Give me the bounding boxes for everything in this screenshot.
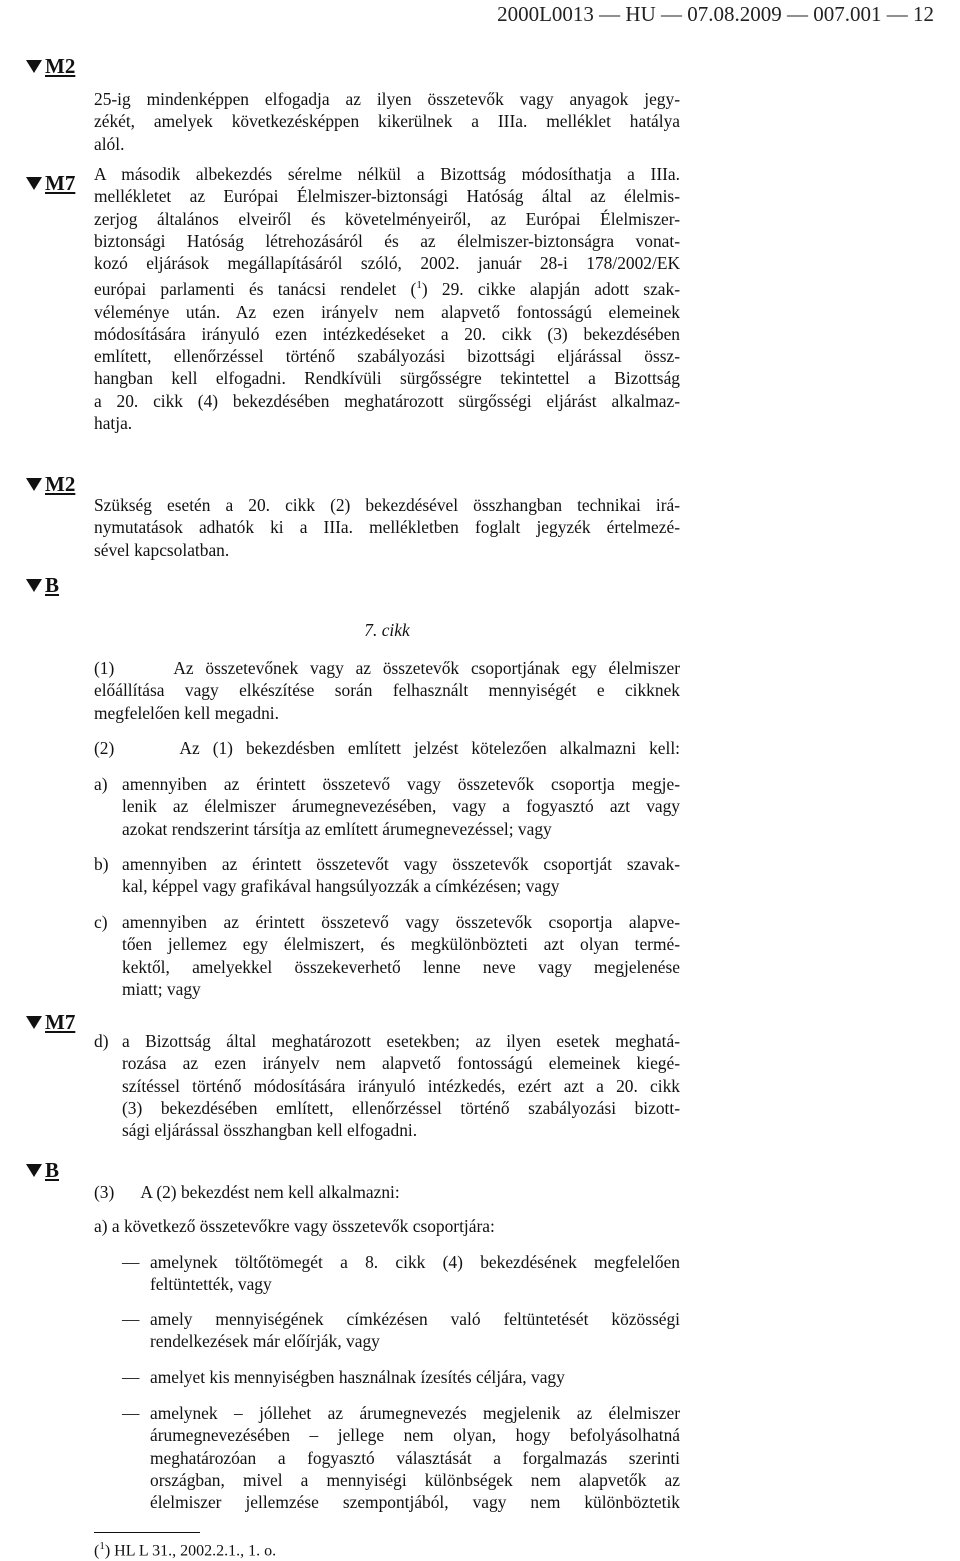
text-line: biztonsági Hatóság létrehozásáról és az élelmiszer-biztonságra vonat- [94, 230, 680, 251]
text-line: nymutatások adhatók ki a IIIa. mellékletben foglalt jegyzék értelmezé- [94, 517, 680, 538]
list-text [150, 1366, 680, 1388]
list-label: b) [94, 854, 109, 874]
text-line: rozása az ezen irányelv nem alapvető fontosságú elemeinek kiegé- [122, 1053, 680, 1074]
text-line: a Bizottság által meghatározott esetekben; az ilyen esetek meghatá- [122, 1031, 680, 1051]
text-line: előállítása vagy elkészítése során felhasznált mennyiségét e cikknek [94, 680, 680, 701]
text-line: miatt; vagy [122, 978, 201, 999]
text-line: megfelelően kell megadni. [94, 702, 279, 723]
text-line: azokat rendszerint társítja az említett árumegnevezéssel; vagy [122, 818, 552, 839]
amendment-marker-m7[interactable] [26, 171, 75, 196]
text-line: kal, képpel vagy grafikával hangsúlyozzák a címkézésen; vagy [122, 876, 560, 897]
text-line: hatja. [94, 413, 133, 434]
marker-code: M2 [45, 54, 76, 78]
text-line: amely mennyiségének címkézésen való feltüntetését közösségi [150, 1309, 680, 1329]
marker-code: M7 [45, 171, 76, 195]
text-line: rendelkezések már előírják, vagy [150, 1331, 380, 1352]
text-line: a 20. cikk (4) bekezdésében meghatározott sürgősségi eljárást alkalmaz- [94, 390, 680, 411]
list-text [122, 853, 680, 898]
list-text [122, 911, 680, 1000]
text-line: sági eljárással összhangban kell elfogadni. [122, 1120, 418, 1141]
text-line: amennyiben az érintett összetevő vagy összetevők csoportja megje- [122, 774, 680, 794]
text-fragment: európai parlamenti és tanácsi rendelet ( [94, 279, 417, 300]
text-line-with-footnote [94, 274, 680, 300]
list-label: d) [94, 1031, 109, 1051]
text-line: amennyiben az érintett összetevő vagy összetevők csoportja alapve- [122, 912, 680, 932]
list-text [150, 1251, 680, 1296]
text-line [94, 1181, 680, 1203]
text-line: alól. [94, 133, 125, 154]
text-line: hangban kell elfogadni. Rendkívüli sürgősségre tekintettel a Bizottság [94, 368, 680, 389]
dash-marker: — [122, 1403, 140, 1423]
marker-code: M2 [45, 472, 76, 496]
text-fragment: A (2) bekezdést nem kell alkalmazni: [140, 1182, 400, 1202]
text-line: zékét, amelyek következésképpen kikerülnek a IIIa. melléklet hatálya [94, 111, 680, 132]
text-line: országban, mivel a mennyiségi különbségek nem alapvetők az [150, 1469, 680, 1490]
dash-marker: — [122, 1252, 140, 1272]
amendment-marker-b[interactable] [26, 1158, 59, 1183]
footnote-number: 1 [99, 1540, 105, 1552]
text-line: 25-ig mindenképpen elfogadja az ilyen összetevők vagy anyagok jegy- [94, 89, 680, 109]
text-line [94, 1215, 680, 1237]
amendment-marker-m2[interactable] [26, 54, 75, 79]
dash-marker: — [122, 1309, 140, 1329]
amendment-marker-m2[interactable] [26, 472, 75, 497]
text-line [94, 737, 680, 759]
amendment-marker-b[interactable] [26, 573, 59, 598]
text-line: A második albekezdés sérelme nélkül a Bizottság módosíthatja a IIIa. [94, 164, 680, 184]
article-paragraph-1 [94, 657, 680, 724]
text-line: kozó eljárások megállapításáról szóló, 2002. január 28-i 178/2002/EK [94, 253, 680, 274]
text-line: amennyiben az érintett összetevőt vagy összetevők csoportját szavak- [122, 854, 680, 874]
triangle-down-icon [26, 1016, 42, 1029]
text-line: tően jellemez egy élelmiszert, és megkülönbözteti azt olyan termé- [122, 934, 680, 955]
article-paragraph-3 [94, 1181, 680, 1203]
text-line: feltüntették, vagy [150, 1274, 272, 1295]
article-heading: 7. cikk [364, 620, 410, 640]
text-line: kektől, amelyekkel összekeverhető lenne neve vagy megjelenése [122, 956, 680, 977]
footnote-divider [94, 1532, 200, 1533]
text-line: Szükség esetén a 20. cikk (2) bekezdésével összhangban technikai irá- [94, 495, 680, 515]
text-line: meghatározóan a fogyasztó választását a forgalmazás szerinti [150, 1447, 680, 1468]
amendment-marker-m7[interactable] [26, 1010, 75, 1035]
paragraph-number: (3) [94, 1182, 115, 1202]
triangle-down-icon [26, 1164, 42, 1177]
text-line: szítéssel történő módosítására irányuló intézkedés, ezért azt a 20. cikk [122, 1075, 680, 1096]
text-line: véleménye után. Az ezen irányelv nem alapvető fontosságú elemeinek [94, 301, 680, 322]
list-text [122, 1030, 680, 1141]
triangle-down-icon [26, 60, 42, 73]
article-paragraph-2 [94, 737, 680, 759]
text-line: módosítására irányuló ezen intézkedéseket a 20. cikk (3) bekezdésében [94, 323, 680, 344]
paragraph-number: (2) [94, 738, 115, 758]
list-label: a) [94, 774, 108, 794]
paragraph-number: (1) [94, 658, 115, 678]
footnote-text: ) HL L 31., 2002.2.1., 1. o. [104, 1542, 277, 1560]
text-line: említett, ellenőrzéssel történő szabályozási bizottsági eljárással össz- [94, 346, 680, 367]
paragraph-continuation [94, 88, 680, 155]
text-line: lenik az élelmiszer árumegnevezésében, vagy a fogyasztó azt vagy [122, 796, 680, 817]
paragraph-commission-amendment [94, 163, 680, 434]
list-text [150, 1402, 680, 1513]
triangle-down-icon [26, 478, 42, 491]
marker-code: M7 [45, 1010, 76, 1034]
text-line: élelmiszer jellemzése szempontjából, vagy nem különböztetik [150, 1492, 680, 1513]
list-item-3a [94, 1215, 680, 1237]
list-label: c) [94, 912, 108, 932]
text-line: sével kapcsolatban. [94, 539, 230, 560]
text-line: amelynek – jóllehet az árumegnevezés megjelenik az élelmiszer [150, 1403, 680, 1423]
paragraph-technical-guidance [94, 494, 680, 561]
text-line: árumegnevezésében – jellege nem olyan, hogy befolyásolhatná [150, 1425, 680, 1446]
text-fragment: ) 29. cikke alapján adott szak- [421, 279, 681, 300]
text-line: amelyet kis mennyiségben használnak ízesítés céljára, vagy [150, 1367, 565, 1387]
document-header: 2000L0013 — HU — 07.08.2009 — 007.001 — 12 [497, 2, 934, 26]
triangle-down-icon [26, 177, 42, 190]
text-line: zerjog általános elveiről és követelményeiről, az Európai Élelmiszer- [94, 208, 680, 229]
list-label: a) [94, 1216, 108, 1236]
triangle-down-icon [26, 579, 42, 592]
dash-marker: — [122, 1367, 140, 1387]
text-line: (3) bekezdésében említett, ellenőrzéssel történő szabályozási bizott- [122, 1097, 680, 1118]
marker-code: B [45, 1158, 60, 1182]
marker-code: B [45, 573, 60, 597]
text-fragment: a következő összetevőkre vagy összetevők csoportjára: [111, 1216, 495, 1236]
list-text [122, 773, 680, 840]
footnote: ($^1$) HL L 31., 2002.2.1., 1. o. [94, 1540, 277, 1560]
text-line: mellékletet az Európai Élelmiszer-biztonsági Hatóság által az élelmis- [94, 186, 680, 207]
footnote-reference[interactable]: 1 [416, 279, 422, 292]
text-fragment: Az (1) bekezdésben említett jelzést kötelezően alkalmazni kell: [179, 738, 680, 758]
text-line: amelynek töltőtömegét a 8. cikk (4) bekezdésének megfelelően [150, 1252, 680, 1272]
text-fragment: Az összetevőnek vagy az összetevők csoportjának egy élelmiszer [173, 658, 680, 678]
list-text [150, 1308, 680, 1353]
text-line [94, 657, 680, 679]
